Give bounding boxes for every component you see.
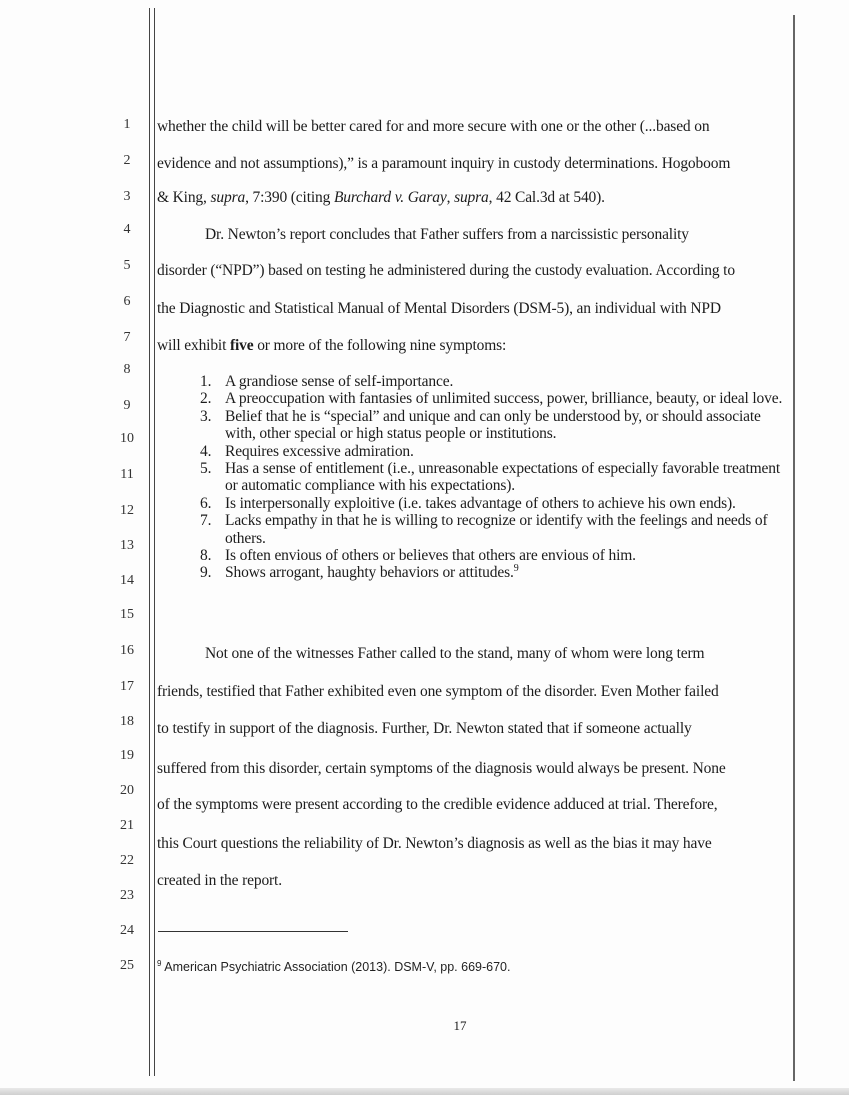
citation-supra: supra bbox=[210, 189, 246, 206]
symptom-item: 7. Lacks empathy in that he is willing to recognize or identify with the feelings and needs of others. bbox=[200, 512, 768, 547]
footnote-marker: 9 bbox=[157, 959, 162, 968]
symptom-item: 2. A preoccupation with fantasies of unlimited success, power, brilliance, beauty, or ideal love. bbox=[200, 390, 783, 408]
text-line: evidence and not assumptions),” is a paramount inquiry in custody determinations. Hogoboom bbox=[157, 155, 731, 172]
text-line: whether the child will be better cared for and more secure with one or the other (...based on bbox=[157, 118, 710, 135]
line-number: 22 bbox=[120, 853, 134, 868]
line-number: 12 bbox=[120, 503, 134, 518]
line-number: 16 bbox=[120, 643, 134, 658]
symptom-item: 4. Requires excessive admiration. bbox=[200, 442, 414, 460]
citation-supra: supra bbox=[454, 189, 489, 206]
text-line-criteria-intro: will exhibit five or more of the following nine symptoms: bbox=[157, 337, 507, 354]
emphasis-five: five bbox=[229, 337, 254, 354]
line-number: 10 bbox=[120, 431, 134, 446]
text-line: the Diagnostic and Statistical Manual of Mental Disorders (DSM-5), an individual with NPD bbox=[157, 300, 721, 317]
line-number: 19 bbox=[120, 748, 134, 763]
line-number: 23 bbox=[120, 888, 134, 903]
symptom-item: 1. A grandiose sense of self-importance. bbox=[200, 373, 454, 390]
symptom-item: 3. Belief that he is “special” and unique and can only be understood by, or should associate with, other special or high status people or institutions. bbox=[200, 407, 761, 443]
text-line: Dr. Newton’s report concludes that Father suffers from a narcissistic personality bbox=[205, 226, 689, 243]
line-number: 24 bbox=[120, 923, 134, 938]
symptom-item: 6. Is interpersonally exploitive (i.e. takes advantage of others to achieve his own ends). bbox=[200, 494, 736, 512]
line-number: 17 bbox=[120, 679, 134, 694]
line-number: 25 bbox=[120, 958, 134, 973]
text-line: Not one of the witnesses Father called to the stand, many of whom were long term bbox=[205, 645, 705, 662]
line-number: 6 bbox=[123, 294, 131, 309]
line-number: 13 bbox=[120, 538, 134, 553]
symptom-item: 5. Has a sense of entitlement (i.e., unreasonable expectations of especially favorable treatment or automatic compliance with his expectations). bbox=[200, 460, 781, 495]
line-number: 5 bbox=[123, 258, 131, 273]
left-margin-rule bbox=[149, 8, 150, 1076]
line-number: 14 bbox=[120, 573, 134, 588]
line-number: 21 bbox=[120, 818, 134, 833]
page-number: 17 bbox=[453, 1018, 467, 1033]
line-number: 7 bbox=[123, 330, 131, 345]
line-number: 9 bbox=[123, 398, 131, 413]
text-line: to testify in support of the diagnosis. Further, Dr. Newton stated that if someone actually bbox=[157, 720, 692, 737]
footnote bbox=[157, 960, 510, 974]
text-line: this Court questions the reliability of Dr. Newton’s diagnosis as well as the bias it may have bbox=[157, 835, 712, 852]
text-line: disorder (“NPD”) based on testing he administered during the custody evaluation. According to bbox=[157, 262, 735, 279]
footnote-reference[interactable]: 9 bbox=[513, 563, 519, 575]
line-number: 8 bbox=[123, 362, 131, 377]
line-number: 15 bbox=[120, 607, 134, 622]
text-line: of the symptoms were present according to the credible evidence adduced at trial. Therefore, bbox=[157, 796, 718, 813]
footnote-text: American Psychiatric Association (2013). DSM-V, pp. 669-670. bbox=[161, 960, 511, 974]
case-name: Burchard v. Garay bbox=[333, 189, 447, 206]
symptom-list bbox=[196, 373, 825, 582]
line-number: 2 bbox=[123, 153, 131, 168]
symptom-item: 8. Is often envious of others or believes that others are envious of him. bbox=[200, 547, 636, 565]
line-number: 20 bbox=[120, 783, 134, 798]
line-number: 18 bbox=[120, 714, 134, 729]
line-number: 3 bbox=[123, 189, 131, 204]
line-number: 1 bbox=[123, 117, 131, 132]
footnote-separator bbox=[158, 931, 348, 932]
scan-edge bbox=[0, 1088, 849, 1095]
text-line: friends, testified that Father exhibited even one symptom of the disorder. Even Mother failed bbox=[157, 683, 719, 700]
line-number: 11 bbox=[120, 467, 134, 482]
left-margin-rule-inner bbox=[154, 8, 155, 1076]
symptom-item: 9. Shows arrogant, haughty behaviors or attitudes.$^9$ bbox=[200, 563, 519, 582]
text-line: created in the report. bbox=[157, 872, 282, 889]
text-line: suffered from this disorder, certain symptoms of the diagnosis would always be present. None bbox=[157, 760, 726, 777]
line-number: 4 bbox=[123, 222, 131, 237]
text-line-citation: & King, supra, 7:390 (citing Burchard v. Garay, supra, 42 Cal.3d at 540). bbox=[157, 189, 605, 206]
